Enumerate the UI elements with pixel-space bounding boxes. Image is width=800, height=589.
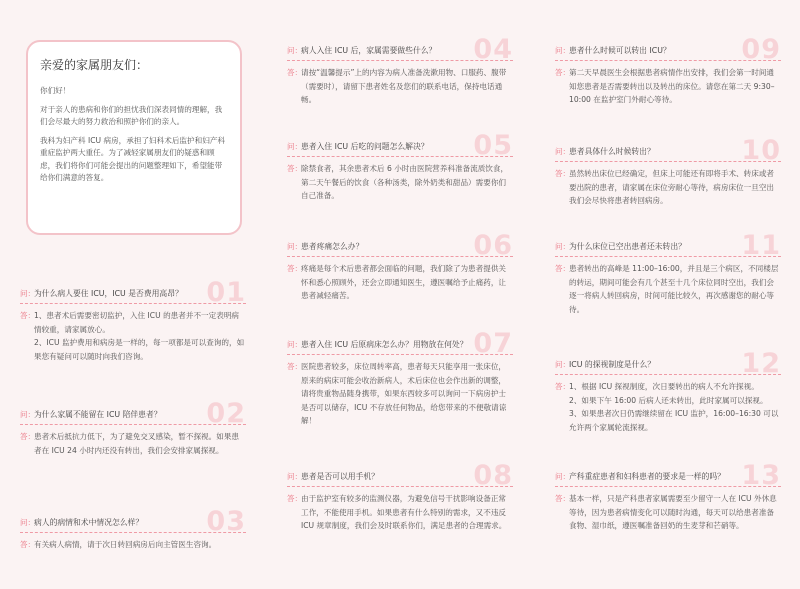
answer-text: 请按“温馨提示”上的内容为病人准备洗漱用物、口服药、腹带（需要时），请留下患者姓名及您们的联系电话，保持电话通畅。	[301, 68, 507, 104]
answer-tag: 答：	[287, 494, 302, 503]
qa-number: 12	[741, 348, 781, 379]
qa-number: 09	[741, 34, 781, 65]
answer-tag: 答：	[555, 264, 570, 273]
question-text: 患者是否可以用手机？	[301, 472, 379, 481]
qa-item	[555, 135, 781, 208]
qa-number: 03	[206, 506, 246, 537]
qa-number: 10	[741, 135, 781, 166]
answer-text: 患者转出的高峰是 11:00–16:00，并且是三个病区，不同楼层的转运，期间可能会有几个甚至十几个床位同时空出，我们会逐一将病人转回病房，时间可能比较久，再次感谢您的耐心等待。	[569, 264, 779, 314]
answer-text: 除禁食者，其余患者术后 6 小时由医院营养科准备流质饮食，第二天午餐后的饮食（各种汤类，除外奶类和甜品）需要你们自己准备。	[301, 164, 509, 200]
intro-title: 亲爱的家属朋友们：	[40, 58, 149, 72]
question-tag: 问：	[20, 289, 35, 298]
answer-text: 第二天早晨医生会根据患者病情作出安排，我们会第一时间通知您患者是否需要转出以及转出的床位。请您在第二天 9:30–10:00 在监护室门外耐心等待。	[569, 68, 775, 104]
answer-tag: 答：	[555, 494, 570, 503]
question-tag: 问：	[287, 46, 302, 55]
answer-text: 虽然转出床位已经确定，但床上可能还有即将手术、转床或者要出院的患者，请家属在床位旁耐心等待，病房床位一旦空出我们会尽快将患者转回病房。	[569, 169, 775, 205]
qa-item	[20, 398, 246, 457]
answer-tag: 答：	[20, 311, 35, 320]
question-text: 患者入住 ICU 后原病床怎么办？用物放在何处？	[301, 340, 468, 349]
qa-item	[555, 230, 781, 316]
answer-text: 1、根据 ICU 探视制度，次日要转出的病人不允许探视。	[569, 382, 759, 391]
answer-text: 1、患者术后需要密切监护，入住 ICU 的患者并不一定表明病情较重，请家属放心。	[34, 311, 240, 334]
qa-number: 08	[473, 460, 513, 491]
answer-text: 3、如果患者次日仍需继续留在 ICU 监护，16:00–16:30 可以允许两个家属轮流探视。	[569, 409, 779, 432]
question-tag: 问：	[20, 518, 35, 527]
question-text: 病人入住 ICU 后，家属需要做些什么？	[301, 46, 437, 55]
question-tag: 问：	[287, 340, 302, 349]
answer-text: 有关病人病情，请于次日转回病房后向主管医生咨询。	[34, 540, 217, 549]
qa-number: 04	[473, 34, 513, 65]
qa-number: 07	[473, 328, 513, 359]
answer-tag: 答：	[287, 264, 302, 273]
intro-card	[26, 40, 242, 235]
question-tag: 问：	[555, 46, 570, 55]
qa-number: 02	[206, 398, 246, 429]
answer-text: 2、ICU 监护费用和病房是一样的，每一项都是可以查询的，如果您有疑问可以随时向我们咨询。	[34, 338, 245, 361]
question-tag: 问：	[555, 360, 570, 369]
question-text: 为什么病人要住 ICU，ICU 是否费用高昂？	[34, 289, 183, 298]
qa-number: 11	[741, 230, 781, 261]
answer-tag: 答：	[287, 68, 302, 77]
qa-number: 01	[206, 277, 246, 308]
intro-paragraph: 对于亲人的患病和你们的担忧我们深表同情的理解，我们会尽最大的努力救治和照护你们的亲人。	[40, 104, 223, 126]
question-text: 病人的病情和术中情况怎么样？	[34, 518, 144, 527]
qa-item	[287, 130, 513, 203]
intro-paragraph: 我科为妇产科 ICU 病房，承担了妇科术后监护和妇产科重症监护两大重任。为了减轻家属朋友们的疑惑和顾虑，我们将你们可能会提出的问题整理如下，希望能带给你们满意的答复。	[40, 135, 225, 182]
question-text: 患者具体什么时候转出？	[569, 147, 655, 156]
qa-item	[287, 34, 513, 107]
answer-tag: 答：	[20, 432, 35, 441]
question-text: 产科重症患者和妇科患者的要求是一样的吗？	[569, 472, 725, 481]
question-tag: 问：	[555, 472, 570, 481]
qa-number: 06	[473, 230, 513, 261]
question-text: 患者入住 ICU 后吃的问题怎么解决？	[301, 142, 429, 151]
question-text: 为什么床位已空出患者还未转出？	[569, 242, 686, 251]
qa-item	[20, 277, 246, 363]
qa-item	[287, 460, 513, 533]
answer-text: 基本一样，只是产科患者家属需要至少留守一人在 ICU 外休息等待，因为患者病情变化可以随时沟通，每天可以给患者准备食物、湿巾纸，遵医嘱准备回奶的生麦芽和芒硝等。	[569, 494, 777, 530]
answer-text: 医院患者较多，床位周转率高，患者每天只能享用一张床位，原来的病床可能会收治新病人，术后床位也会作出新的调整，请将贵重物品随身携带，如果东西较多可以询问一下病房护士是否可以储存，ICU 不存放任何物品，给您带来的不便敬请谅解！	[301, 362, 507, 425]
qa-item	[287, 230, 513, 303]
question-text: 患者疼痛怎么办？	[301, 242, 364, 251]
answer-text: 2、如果下午 16:00 后病人还未转出，此时家属可以探视。	[569, 395, 768, 405]
answer-tag: 答：	[287, 164, 302, 173]
answer-text: 疼痛是每个术后患者都会面临的问题，我们除了为患者提供关怀和悉心照顾外，还会立即通知医生，遵医嘱给予止痛药，让患者减轻痛苦。	[301, 264, 507, 300]
question-tag: 问：	[555, 242, 570, 251]
question-tag: 问：	[20, 410, 35, 419]
question-tag: 问：	[287, 142, 302, 151]
qa-item	[20, 506, 246, 552]
qa-number: 13	[741, 460, 781, 491]
answer-tag: 答：	[555, 169, 570, 178]
intro-paragraph: 你们好！	[40, 86, 71, 95]
question-tag: 问：	[287, 472, 302, 481]
answer-text: 患者术后抵抗力低下，为了避免交叉感染，暂不探视。如果患者在 ICU 24 小时内还没有转出，我们会安排家属探视。	[34, 432, 240, 455]
answer-text: 由于监护室有较多的监测仪器，为避免信号干扰影响设备正常工作，不能使用手机。如果患者有什么特别的需求，又不违反 ICU 规章制度，我们会及时联系你们，满足患者的合理需求。	[301, 494, 507, 530]
answer-tag: 答：	[287, 362, 302, 371]
qa-item	[555, 34, 781, 107]
answer-tag: 答：	[20, 540, 35, 549]
qa-number: 05	[473, 130, 513, 161]
answer-tag: 答：	[555, 68, 570, 77]
question-tag: 问：	[555, 147, 570, 156]
question-text: 患者什么时候可以转出 ICU？	[569, 46, 671, 55]
question-text: 为什么家属不能留在 ICU 陪伴患者？	[34, 410, 162, 419]
question-tag: 问：	[287, 242, 302, 251]
qa-item	[555, 460, 781, 533]
answer-tag: 答：	[555, 382, 570, 391]
qa-item	[555, 348, 781, 434]
question-text: ICU 的探视制度是什么？	[569, 360, 656, 369]
qa-item	[287, 328, 513, 428]
